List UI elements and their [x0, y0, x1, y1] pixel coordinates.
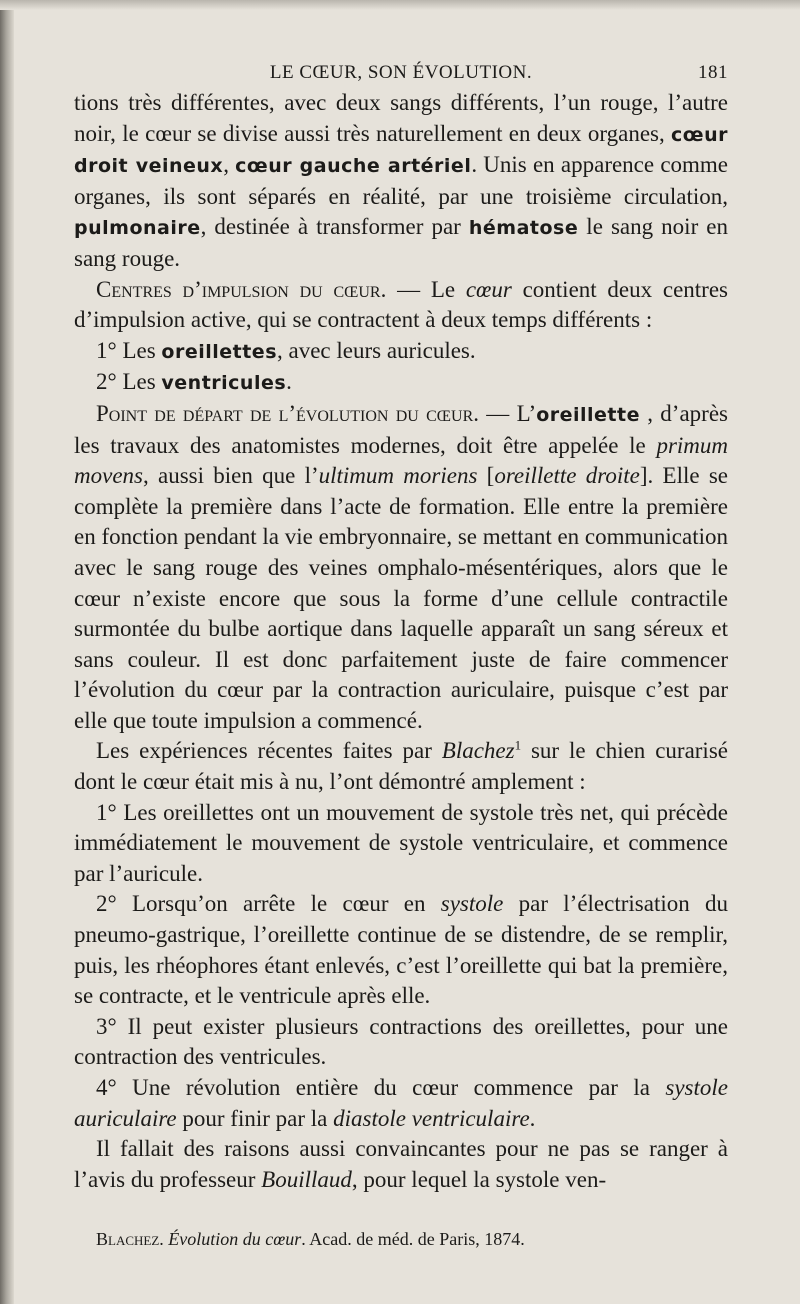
text-run: ]. Elle se complète la première dans l’acte de formation. Elle entre la première en fonction pendant la vie embryonnaire, se mettant en communication avec le sang rouge des veines omphalo-mésentériques, alors que le cœur n’existe encore que sous la forme d’une cellule contractile surmontée du bulbe aortique dans laquelle apparaît un sang séreux et sans couleur. Il est donc parfaitement juste de faire commencer l’évolution du cœur par la contraction auriculaire, puisque c’est par elle que toute impulsion a commencé. — [74, 463, 729, 733]
text-run: tions très différentes, avec deux sangs différents, l’un rouge, l’autre noir, le cœur se divise aussi très naturellement en deux organes, — [74, 90, 728, 146]
footnote — [96, 1229, 525, 1250]
italic-term: primum movens — [74, 432, 728, 489]
text-run: [ — [477, 463, 495, 489]
book-page — [74, 58, 728, 1195]
italic-term: Bouillaud — [261, 1166, 352, 1192]
text-run: pour finir par la — [176, 1105, 334, 1131]
italic-term: Blachez — [441, 738, 515, 764]
paragraph-4 — [74, 367, 728, 399]
text-run: contient deux centres d’impulsion active, qui se contractent à deux temps différents : — [74, 276, 728, 333]
footnote-marker: 1 — [514, 737, 522, 753]
footnote-title: Évolution du cœur — [168, 1229, 302, 1249]
italic-term: systole — [440, 891, 504, 917]
footnote-author: Blachez. — [96, 1229, 164, 1249]
bold-term: cœur gauche artériel — [235, 155, 472, 178]
text-run: — L’ — [479, 400, 537, 426]
paragraph-3 — [74, 336, 728, 368]
section-heading: Centres d’impulsion du cœur. — [96, 276, 387, 302]
italic-term: cœur — [465, 276, 512, 302]
text-run: 2° Les — [96, 369, 162, 395]
paragraph-8 — [74, 889, 728, 1011]
paragraph-10 — [74, 1073, 728, 1134]
bold-term: ventricules — [161, 372, 287, 395]
italic-term: diastole ventriculaire — [333, 1105, 530, 1131]
paragraph-11 — [74, 1134, 728, 1195]
text-run: 1° Les — [96, 337, 162, 363]
italic-term: oreillette droite — [494, 463, 640, 489]
text-run: — Le — [386, 276, 466, 302]
text-run: . — [286, 369, 292, 395]
running-title: LE CŒUR, SON ÉVOLUTION. — [269, 62, 533, 83]
paragraph-1 — [74, 88, 728, 275]
text-run: sur le chien curarisé dont le cœur était mis à nu, l’ont démontré amplement : — [74, 738, 728, 795]
text-run: . Unis en apparence comme organes, ils sont séparés en réalité, par une troisième circulation, — [74, 152, 729, 209]
bold-term: hématose — [468, 217, 579, 240]
text-run: , d’après les travaux des anatomistes modernes, doit être appelée le — [74, 400, 728, 458]
text-run: Les expériences récentes faites par — [96, 738, 442, 764]
text-run: . — [529, 1105, 536, 1131]
bold-term: cœur droit veineux — [74, 123, 728, 178]
paragraph-6 — [74, 736, 728, 797]
text-run: , — [223, 152, 236, 178]
page-number: 181 — [698, 62, 728, 83]
text-run: , aussi bien que l’ — [142, 463, 319, 489]
body-text — [74, 88, 728, 1195]
italic-term: systole auriculaire — [74, 1075, 728, 1131]
text-run: Il fallait des raisons aussi convaincantes pour ne pas se ranger à l’avis du professeur — [74, 1136, 728, 1192]
text-run: 4° Une révolution entière du cœur commence par la — [96, 1075, 666, 1100]
text-run: , avec leurs auricules. — [277, 337, 476, 363]
text-run: par l’électrisation du pneumo-gastrique, l’oreillette continue de se distendre, de se remplir, puis, les rhéophores étant enlevés, c’est l’oreillette qui bat la première, se contracte, et le ventricule après elle. — [74, 891, 728, 1009]
page-top-shadow — [0, 0, 800, 10]
paragraph-2 — [74, 275, 728, 336]
bold-term: pulmonaire — [74, 217, 201, 240]
text-run: , destinée à transformer par — [200, 214, 469, 240]
section-heading: Point de départ de l’évolution du cœur. — [96, 400, 480, 426]
page-binding-shadow — [0, 0, 14, 1304]
text-run: le sang noir en sang rouge. — [74, 214, 729, 271]
paragraph-7: 1° Les oreillettes ont un mouvement de systole très net, qui précède immédiatement le mouvement de systole ventriculaire, et commence par l’auricule. — [74, 799, 728, 886]
footnote-rest: . Acad. de méd. de Paris, 1874. — [301, 1229, 525, 1249]
bold-term: oreillettes — [161, 340, 278, 363]
text-run: , pour lequel la systole ven- — [351, 1166, 607, 1192]
paragraph-9: 3° Il peut exister plusieurs contractions des oreillettes, pour une contraction des ventricules. — [74, 1013, 728, 1070]
bold-term: oreillette — [536, 403, 640, 426]
italic-term: ultimum moriens — [318, 463, 478, 489]
running-header — [74, 58, 728, 88]
text-run: 2° Lorsqu’on arrête le cœur en — [96, 891, 441, 917]
paragraph-5 — [74, 399, 728, 737]
